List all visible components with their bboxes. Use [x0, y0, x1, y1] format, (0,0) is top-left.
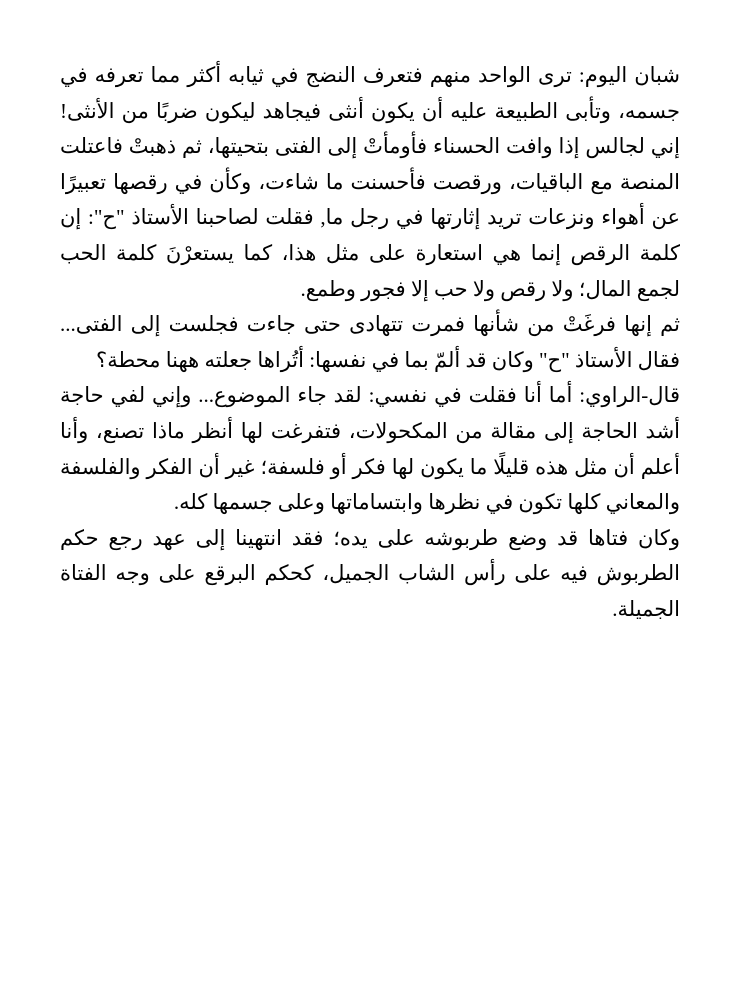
paragraph: شبان اليوم: ترى الواحد منهم فتعرف النضج في ثيابه أكثر مما تعرفه في جسمه، وتأبى الطبيعة عليه أن يكون أنثى فيجاهد ليكون ضربًا من الأنثى! إني لجالس إذا وافت الحسناء فأومأتْ إلى الفتى بتحيتها، ثم ذهبتْ فاعتلت المنصة مع الباقيات، ورقصت فأحسنت ما شاءت، وكأن في رقصها تعبيرًا عن أهواء ونزعات تريد إثارتها في رجل ما, فقلت لصاحبنا الأستاذ "ح": إن كلمة الرقص إنما هي استعارة على مثل هذا، كما يستعرْنَ كلمة الحب لجمع المال؛ ولا رقص ولا حب إلا فجور وطمع.: [60, 63, 680, 301]
paragraph: قال-الراوي: أما أنا فقلت في نفسي: لقد جاء الموضوع... وإني لفي حاجة أشد الحاجة إلى مقالة من المكحولات، فتفرغت لها أنظر ماذا تصنع، وأنا أعلم أن مثل هذه قليلًا ما يكون لها فكر أو فلسفة؛ غير أن الفكر والفلسفة والمعاني كلها تكون في نظرها وابتساماتها وعلى جسمها كله.: [60, 383, 680, 515]
paragraph: وكان فتاها قد وضع طربوشه على يده؛ فقد انتهينا إلى عهد رجع حكم الطربوش فيه على رأس الشاب الجميل، كحكم البرقع على وجه الفتاة الجميلة.: [60, 525, 680, 621]
document-page: [60, 58, 680, 628]
paragraph: ثم إنها فرغَتْ من شأنها فمرت تتهادى حتى جاءت فجلست إلى الفتى... فقال الأستاذ "ح" وكان قد ألمّ بما في نفسها: أتُراها جعلته ههنا محطة؟: [60, 312, 680, 372]
